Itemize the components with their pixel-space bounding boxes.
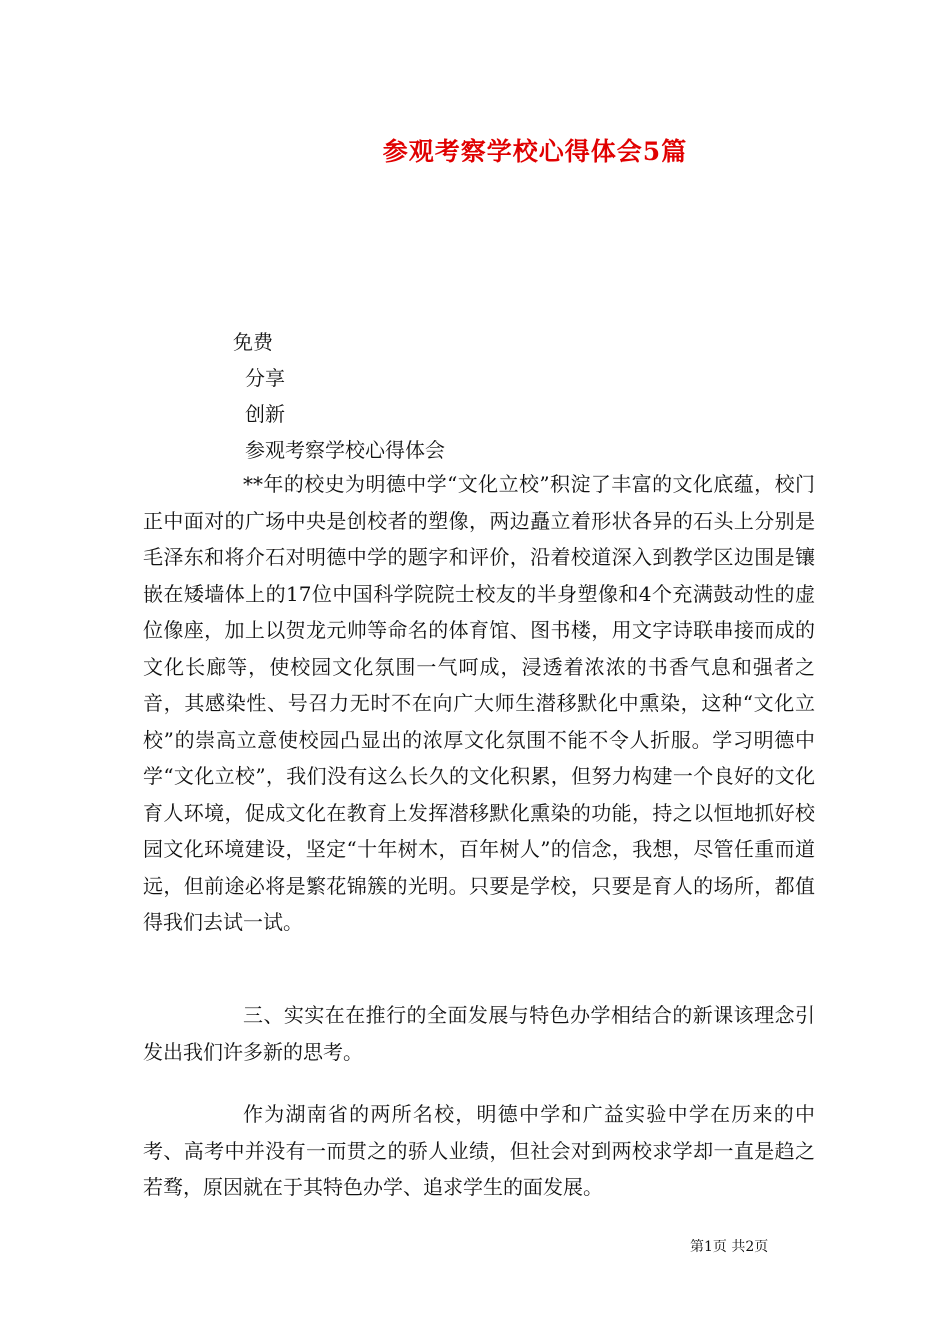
text-line-free: 免费 — [233, 330, 273, 354]
text-line-subtitle: 参观考察学校心得体会 — [245, 438, 445, 462]
text-line-share: 分享 — [245, 366, 285, 390]
body-paragraph-3: 作为湖南省的两所名校，明德中学和广益实验中学在历来的中考、高考中并没有一而贯之的骄人业绩，但社会对到两校求学却一直是趋之若骛，原因就在于其特色办学、追求学生的面发展。 — [143, 1102, 815, 1199]
text-line-innovate: 创新 — [245, 402, 285, 426]
body-paragraph-2: 三、实实在在推行的全面发展与特色办学相结合的新课该理念引发出我们许多新的思考。 — [143, 1003, 815, 1064]
body-paragraph-1: **年的校史为明德中学“文化立校”积淀了丰富的文化底蕴，校门正中面对的广场中央是创校者的塑像，两边矗立着形状各异的石头上分别是毛泽东和将介石对明德中学的题字和评价，沿着校道深入到教学区边围是镶嵌在矮墙体上的17位中国科学院院士校友的半身塑像和4个充满鼓动性的虚位像座，加上以贺龙元帅等命名的体育馆、图书楼，用文字诗联串接而成的文化长廊等，使校园文化氛围一气呵成，浸透着浓浓的书香气息和强者之音，其感染性、号召力无时不在向广大师生潜移默化中熏染，这种“文化立校”的崇高立意使校园凸显出的浓厚文化氛围不能不令人折服。学习明德中学“文化立校”，我们没有这么长久的文化积累，但努力构建一个良好的文化育人环境，促成文化在教育上发挥潜移默化熏染的功能，持之以恒地抓好校园文化环境建设，坚定“十年树木，百年树人”的信念，我想，尽管任重而道远，但前途必将是繁花锦簇的光明。只要是学校，只要是育人的场所，都值得我们去试一试。 — [143, 472, 815, 934]
page-footer: 第1页 共2页 — [690, 1239, 769, 1255]
document-title: 参观考察学校心得体会5篇 — [382, 137, 688, 166]
